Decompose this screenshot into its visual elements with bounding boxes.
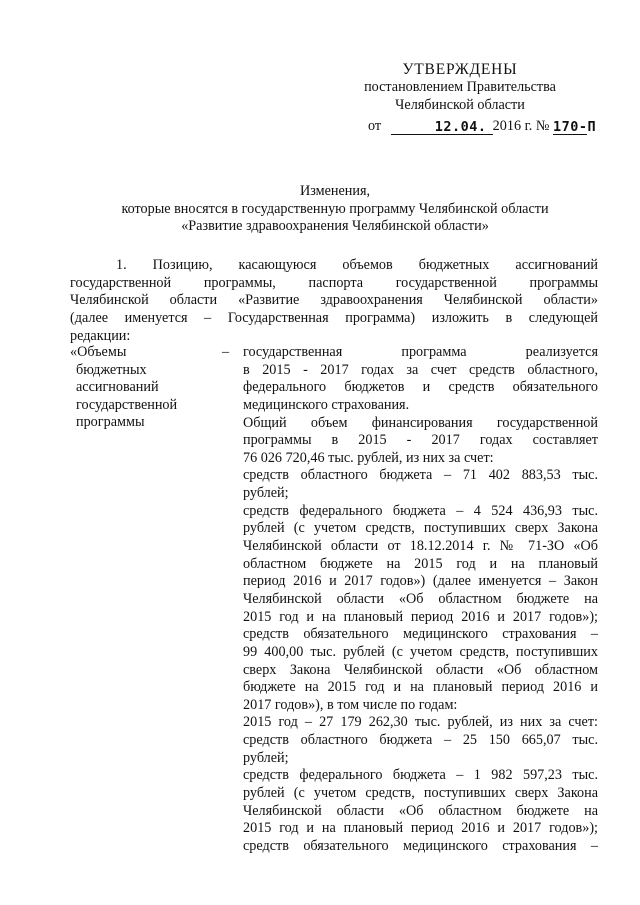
passport-value-line: Челябинской области «Об областном бюджете на <box>243 590 598 607</box>
passport-value-line: 2015 год – 27 179 262,30 тыс. рублей, из них за счет: <box>243 714 598 731</box>
document-heading <box>70 183 600 236</box>
passport-value-line: бюджете на 2015 год и на плановый период 2016 и <box>243 679 598 696</box>
passport-value-column <box>243 344 598 856</box>
heading-line-1: Изменения, <box>299 183 371 199</box>
passport-value-line: средств областного бюджета – 25 150 665,07 тыс. <box>243 732 598 749</box>
paragraph-line: 1. Позицию, касающуюся объемов бюджетных ассигнований <box>116 257 598 273</box>
passport-value-line: 2017 годов»), в том числе по годам: <box>243 696 458 713</box>
passport-label-column <box>70 344 220 432</box>
passport-value-line: 99 400,00 тыс. рублей (с учетом средств, поступивших <box>243 643 598 660</box>
paragraph-line: Челябинской области «Развитие здравоохранения Челябинской области» <box>70 292 598 309</box>
date-prefix: от <box>368 118 382 134</box>
passport-value-line: средств обязательного медицинского страхования – <box>243 626 598 643</box>
passport-value-line: 2015 год и на плановый период 2016 и 2017 годов»); <box>243 608 598 625</box>
passport-value-line: рублей; <box>243 749 289 766</box>
passport-value-line: период 2016 и 2017 годов») (далее именуется – Закон <box>243 573 598 590</box>
passport-value-line: сверх Закона Челябинской области «Об областном <box>243 661 598 678</box>
passport-label-line: государственной <box>76 396 178 413</box>
handwritten-number: 170-П <box>552 119 597 136</box>
heading-line-3: «Развитие здравоохранения Челябинской области» <box>181 218 489 234</box>
handwritten-date: 12.04. <box>434 119 487 136</box>
passport-value-line: в 2015 - 2017 годах за счет средств областного, <box>243 361 598 378</box>
date-year: 2016 г. № <box>492 118 550 134</box>
passport-label-line: бюджетных <box>76 361 147 378</box>
passport-value-line: средств федерального бюджета – 1 982 597,23 тыс. <box>243 767 598 784</box>
paragraph-line: редакции: <box>70 327 131 344</box>
passport-value-line: средств федерального бюджета – 4 524 436,93 тыс. <box>243 502 598 519</box>
passport-value-line: областном бюджете на 2015 год и на плановый <box>243 555 598 572</box>
passport-value-line: Общий объем финансирования государственной <box>243 414 598 431</box>
heading-line-2: которые вносятся в государственную программу Челябинской области <box>121 200 549 217</box>
passport-value-line: рублей; <box>243 485 289 502</box>
approval-block <box>340 60 580 114</box>
amendment-paragraph <box>70 257 598 345</box>
passport-value-line: рублей (с учетом средств, поступивших сверх Закона <box>243 520 598 537</box>
passport-value-line: средств областного бюджета – 71 402 883,53 тыс. <box>243 467 598 484</box>
passport-value-line: государственная программа реализуется <box>243 344 598 360</box>
approval-date-row <box>368 118 597 136</box>
approval-line-2: Челябинской области <box>395 96 525 113</box>
passport-value-line: Челябинской области от 18.12.2014 г. № 71-ЗО «Об <box>243 538 598 555</box>
passport-value-line: средств обязательного медицинского страхования – <box>243 837 598 854</box>
passport-value-line: Челябинской области «Об областном бюджете на <box>243 802 598 819</box>
passport-dash: – <box>222 344 230 360</box>
paragraph-line: (далее именуется – Государственная программа) изложить в следующей <box>70 310 598 327</box>
approval-title: УТВЕРЖДЕНЫ <box>402 61 518 78</box>
date-field <box>391 119 493 135</box>
passport-label-line: «Объемы <box>70 344 127 360</box>
passport-value-line: федерального бюджетов и средств обязательного <box>243 379 598 396</box>
approval-line-1: постановлением Правительства <box>364 79 556 95</box>
passport-label-line: ассигнований <box>76 379 159 395</box>
passport-value-line: рублей (с учетом средств, поступивших сверх Закона <box>243 785 598 802</box>
passport-value-line: 76 026 720,46 тыс. рублей, из них за счет: <box>243 449 494 466</box>
passport-value-line: 2015 год и на плановый период 2016 и 2017 годов»); <box>243 820 598 837</box>
number-field <box>552 119 597 136</box>
passport-value-line: медицинского страхования. <box>243 396 410 413</box>
passport-label-line: программы <box>76 414 145 430</box>
passport-value-line: программы в 2015 - 2017 годах составляет <box>243 432 598 449</box>
paragraph-line: государственной программы, паспорта государственной программы <box>70 274 598 291</box>
